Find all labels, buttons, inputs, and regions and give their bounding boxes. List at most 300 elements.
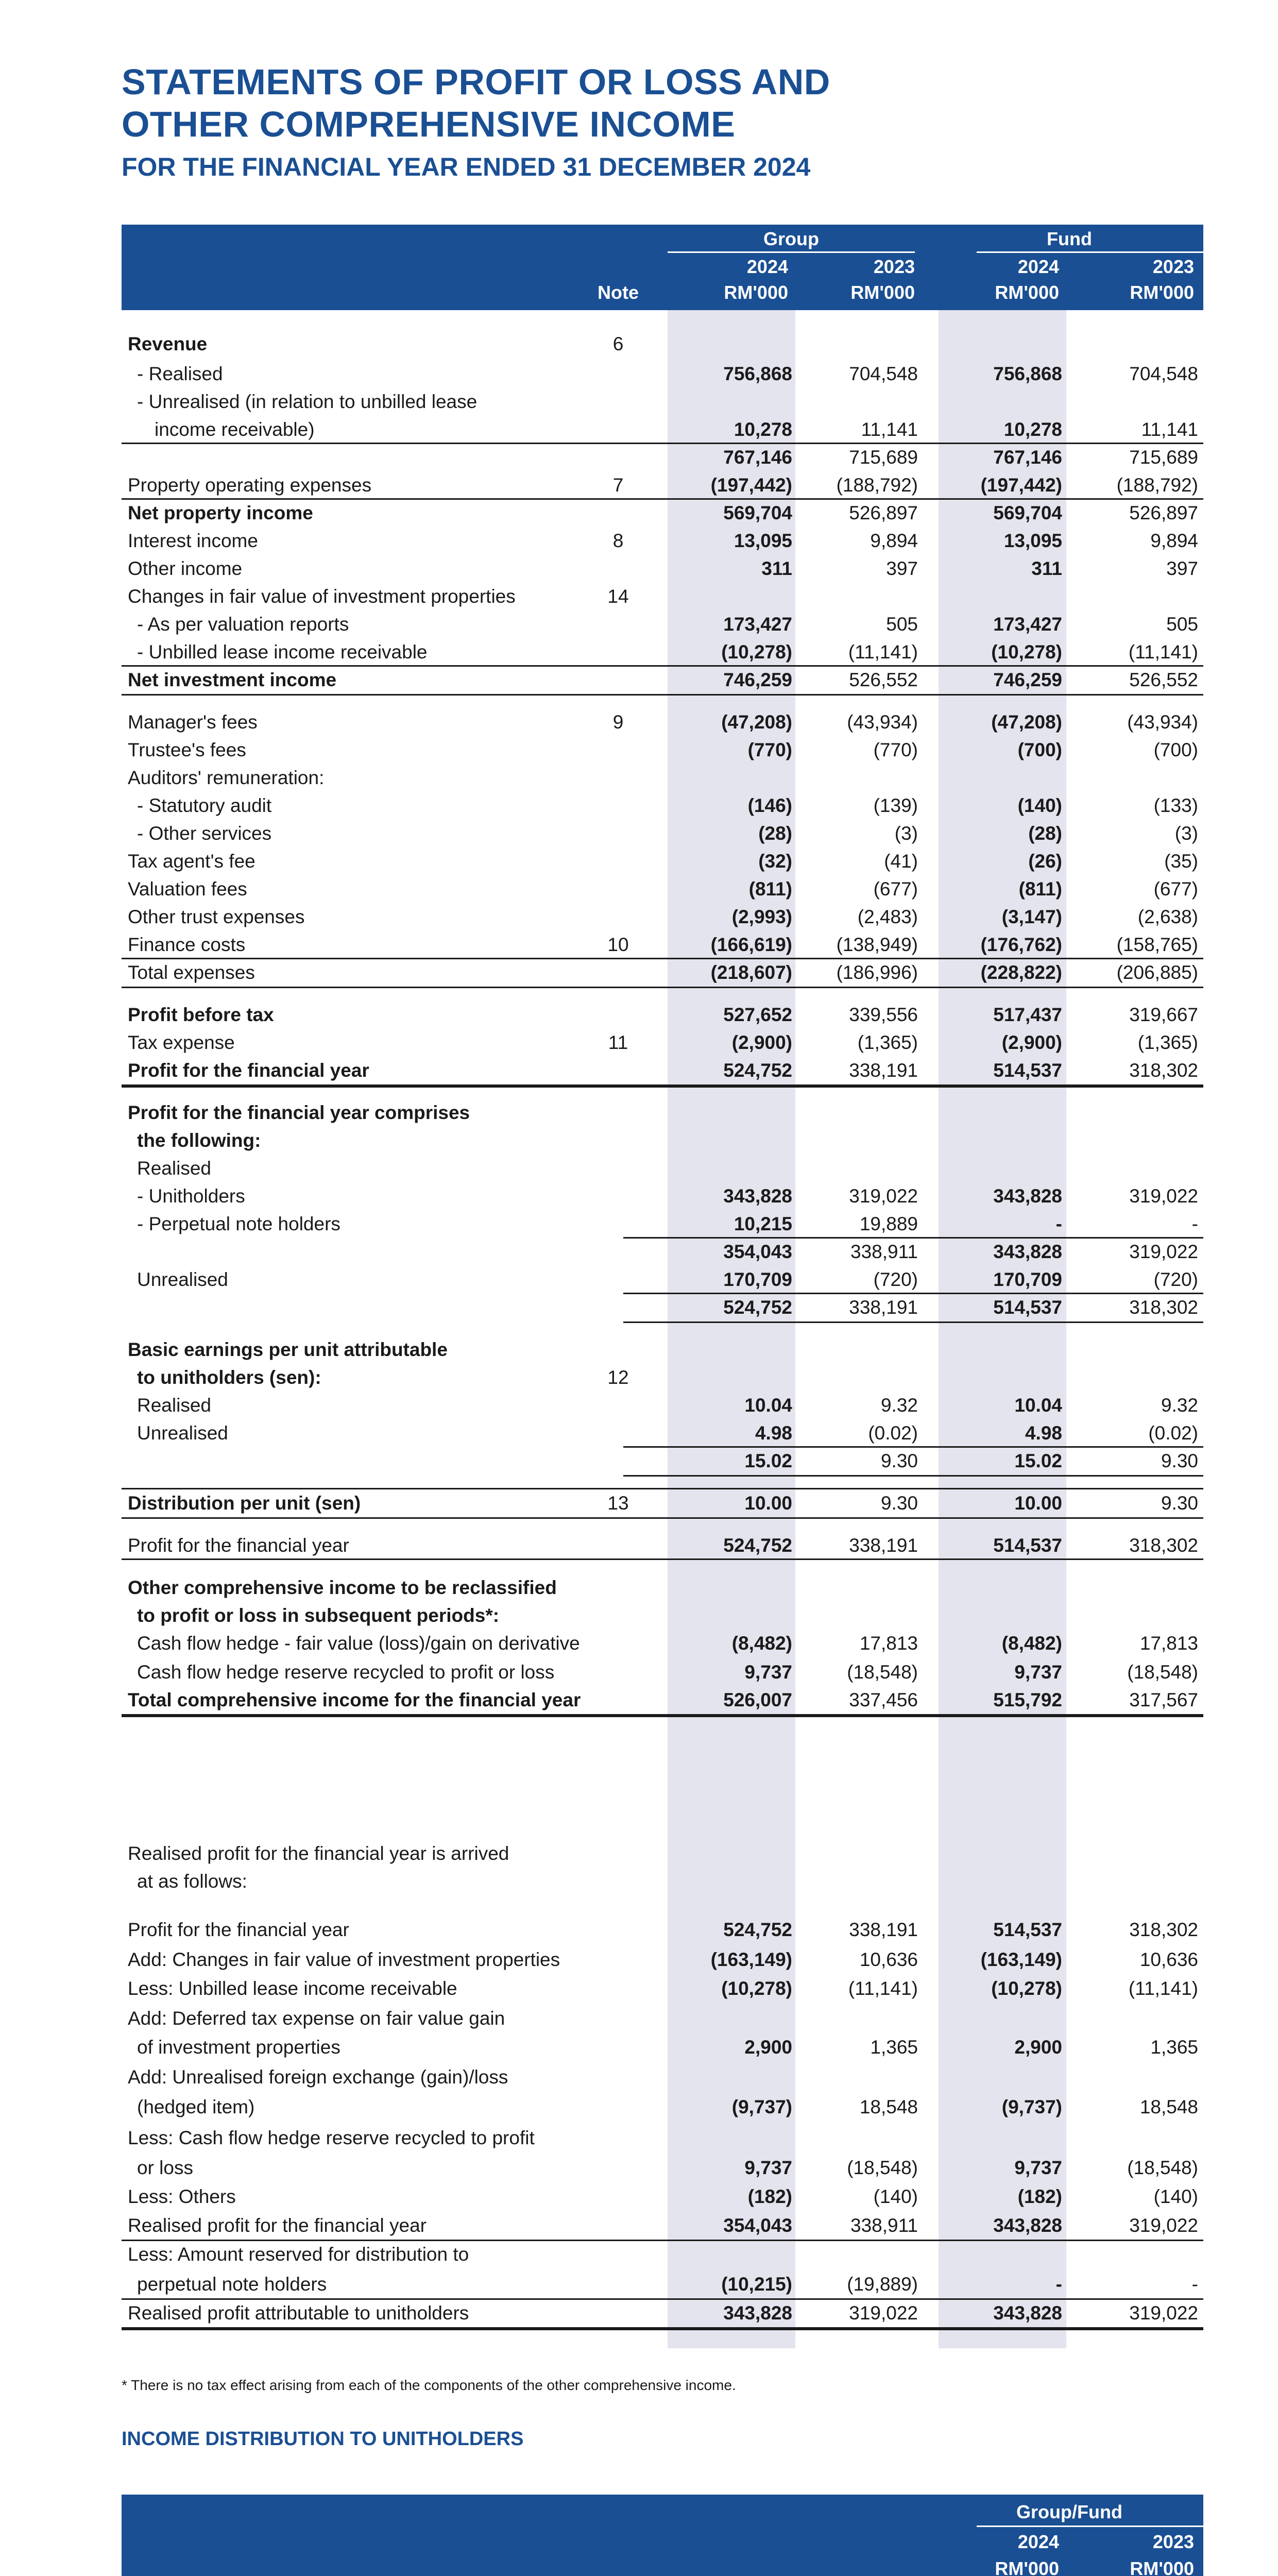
row-value: (8,482) [731, 1633, 792, 1654]
row-value: 10,278 [1003, 419, 1062, 440]
row-label: Finance costs [128, 934, 246, 955]
row-value: 9,737 [744, 1662, 792, 1683]
row-value: 343,828 [723, 2302, 792, 2324]
row-value: (11,141) [848, 641, 918, 663]
row-value: 514,537 [993, 1297, 1062, 1318]
row-value: 505 [1166, 614, 1198, 635]
rule-line [122, 2298, 1203, 2300]
row-value: 526,552 [1129, 669, 1198, 690]
rule-line [122, 958, 1203, 959]
row-value: 756,868 [993, 363, 1062, 384]
row-value: (2,483) [857, 906, 918, 927]
row-value: 514,537 [993, 1919, 1062, 1940]
row-value: (700) [1017, 739, 1062, 760]
table-row [0, 582, 1278, 611]
header-year-3: 2024 [1017, 256, 1059, 277]
row-value: (182) [1017, 2186, 1062, 2207]
row-label: the following: [137, 1130, 261, 1151]
row-label: Profit for the financial year [128, 1060, 369, 1081]
row-value: (140) [873, 2186, 918, 2207]
row-value: 13,095 [1003, 530, 1062, 551]
row-value: 17,813 [859, 1633, 918, 1654]
row-label: Interest income [128, 530, 258, 551]
row-value: (700) [1153, 739, 1198, 760]
statement-title [122, 61, 830, 145]
row-value: (218,607) [710, 962, 792, 983]
table-row [0, 1154, 1278, 1183]
row-value: (0.02) [868, 1422, 918, 1444]
row-value: (10,215) [721, 2274, 792, 2295]
row-label: - Statutory audit [137, 795, 272, 816]
table-row [0, 554, 1278, 583]
row-value: 338,191 [849, 1535, 918, 1556]
row-label: Add: Unrealised foreign exchange (gain)/loss [128, 2066, 508, 2088]
table-row [0, 443, 1278, 472]
rule-line [122, 498, 1203, 500]
row-value: 338,191 [849, 1919, 918, 1940]
header-year-1: 2024 [746, 256, 788, 277]
row-label: income receivable) [155, 419, 315, 440]
row-label: Less: Amount reserved for distribution to [128, 2244, 469, 2265]
row-value: (720) [873, 1269, 918, 1290]
row-label: Profit before tax [128, 1004, 274, 1025]
row-label: Profit for the financial year [128, 1535, 349, 1556]
row-value: 524,752 [723, 1535, 792, 1556]
row-value: 10.04 [1014, 1395, 1062, 1416]
table-row [0, 1974, 1278, 2003]
row-value: (28) [1028, 823, 1062, 844]
rule-line [623, 1446, 1203, 1448]
row-value: (133) [1153, 795, 1198, 816]
row-label: (hedged item) [137, 2096, 255, 2117]
table-row [0, 1182, 1278, 1211]
table-row [0, 1629, 1278, 1658]
table-row [0, 2033, 1278, 2062]
row-value: (176,762) [980, 934, 1062, 955]
table-header [122, 225, 1203, 310]
row-label: Realised [137, 1395, 211, 1416]
row-label: Net property income [128, 502, 313, 523]
row-value: 397 [1166, 558, 1198, 579]
row-value: (1,365) [1137, 1032, 1198, 1053]
row-value: 317,567 [1129, 1689, 1198, 1710]
row-value: (1,365) [857, 1032, 918, 1053]
row-value: 569,704 [993, 502, 1062, 523]
table-row [0, 2270, 1278, 2299]
row-value: 311 [761, 558, 792, 579]
row-label: of investment properties [137, 2037, 340, 2058]
header-group-underline [668, 251, 915, 253]
row-label: - Other services [137, 823, 272, 844]
rule-line [623, 1237, 1203, 1239]
row-value: (2,638) [1137, 906, 1198, 927]
row-value: (11,141) [1128, 1978, 1198, 1999]
distribution-header-unit-2: RM'000 [1130, 2558, 1194, 2576]
row-value: 9.30 [880, 1450, 918, 1471]
rule-line [122, 2329, 1203, 2330]
header-group: Group [763, 228, 819, 249]
row-value: (9,737) [1001, 2096, 1062, 2117]
row-value: 524,752 [723, 1060, 792, 1081]
row-value: 170,709 [993, 1269, 1062, 1290]
row-value: 9,737 [1014, 2157, 1062, 2178]
row-value: 319,022 [1129, 1241, 1198, 1262]
header-fund-underline [977, 251, 1203, 253]
row-value: 746,259 [993, 669, 1062, 690]
row-value: 343,828 [993, 2215, 1062, 2236]
row-value: (32) [758, 851, 792, 872]
row-label: at as follows: [137, 1871, 247, 1892]
row-value: (206,885) [1116, 962, 1198, 983]
row-value: (140) [1153, 2186, 1198, 2207]
table-row [0, 2240, 1278, 2269]
table-row [0, 1335, 1278, 1364]
table-row [0, 1028, 1278, 1057]
distribution-table-header [122, 2495, 1203, 2576]
rule-line [122, 443, 1203, 444]
row-value: 569,704 [723, 502, 792, 523]
row-value: 19,889 [859, 1213, 918, 1234]
row-value: 337,456 [849, 1689, 918, 1710]
row-note: 7 [612, 474, 624, 496]
row-value: (2,993) [731, 906, 792, 927]
row-label: Less: Others [128, 2186, 236, 2207]
row-value: 9,894 [870, 530, 918, 551]
statement-subtitle: FOR THE FINANCIAL YEAR ENDED 31 DECEMBER 2024 [122, 152, 811, 181]
row-value: (43,934) [847, 711, 918, 733]
row-value: (18,548) [1127, 2157, 1198, 2178]
table-row [0, 527, 1278, 555]
row-value: 10,636 [1139, 1949, 1198, 1970]
row-value: 524,752 [723, 1297, 792, 1318]
title-line-2: OTHER COMPREHENSIVE INCOME [122, 104, 736, 144]
row-value: 715,689 [849, 447, 918, 468]
income-distribution-title: INCOME DISTRIBUTION TO UNITHOLDERS [122, 2428, 524, 2450]
header-group-fund-underline [977, 2526, 1203, 2527]
table-row [0, 1056, 1278, 1085]
row-value: (3) [894, 823, 918, 844]
table-row [0, 1001, 1278, 1029]
row-label: - Perpetual note holders [137, 1213, 340, 1234]
row-value: 526,897 [849, 502, 918, 523]
row-value: 354,043 [723, 2215, 792, 2236]
table-row [0, 2182, 1278, 2211]
row-value: 9.30 [1161, 1450, 1198, 1471]
row-value: - [1191, 2274, 1198, 2295]
row-value: 1,365 [1150, 2037, 1198, 2058]
table-row [0, 736, 1278, 765]
header-year-2: 2023 [873, 256, 915, 277]
table-row [0, 1867, 1278, 1896]
row-value: 10.00 [1014, 1493, 1062, 1514]
row-value: 18,548 [859, 2096, 918, 2117]
row-value: 17,813 [1139, 1633, 1198, 1654]
row-note: 9 [612, 711, 624, 733]
row-value: (163,149) [980, 1949, 1062, 1970]
row-value: 2,900 [1014, 2037, 1062, 2058]
row-value: (166,619) [710, 934, 792, 955]
row-note: 14 [607, 586, 629, 607]
row-label: Unrealised [137, 1269, 228, 1290]
row-label: Profit for the financial year comprises [128, 1102, 470, 1123]
table-row [0, 791, 1278, 820]
row-value: 338,191 [849, 1297, 918, 1318]
row-note: 13 [607, 1493, 629, 1514]
row-value: (10,278) [991, 1978, 1062, 1999]
row-label: Cash flow hedge - fair value (loss)/gain on derivative [137, 1633, 580, 1654]
row-value: 9,737 [1014, 1662, 1062, 1683]
table-row [0, 1126, 1278, 1155]
table-row [0, 764, 1278, 792]
row-value: 318,302 [1129, 1297, 1198, 1318]
table-row [0, 610, 1278, 639]
rule-line [122, 1558, 1203, 1560]
row-label: Other comprehensive income to be reclassified [128, 1577, 557, 1598]
row-value: 318,302 [1129, 1060, 1198, 1081]
row-value: 756,868 [723, 363, 792, 384]
row-value: 9,737 [744, 2157, 792, 2178]
row-value: (811) [1018, 878, 1062, 900]
row-value: 338,191 [849, 1060, 918, 1081]
table-row [0, 903, 1278, 931]
row-label: Manager's fees [128, 711, 258, 733]
row-value: 397 [886, 558, 918, 579]
table-row [0, 2063, 1278, 2092]
row-value: 767,146 [993, 447, 1062, 468]
row-value: (2,900) [731, 1032, 792, 1053]
row-label: Distribution per unit (sen) [128, 1493, 361, 1514]
row-label: Cash flow hedge reserve recycled to profit or loss [137, 1662, 555, 1683]
table-row [0, 1210, 1278, 1239]
rule-line [623, 1293, 1203, 1294]
table-row [0, 1658, 1278, 1687]
row-label: - Realised [137, 363, 223, 384]
table-row [0, 1573, 1278, 1602]
table-row [0, 1293, 1278, 1322]
row-value: 354,043 [723, 1241, 792, 1262]
row-value: (770) [747, 739, 792, 760]
row-value: 517,437 [993, 1004, 1062, 1025]
row-value: 339,556 [849, 1004, 918, 1025]
title-line-1: STATEMENTS OF PROFIT OR LOSS AND [122, 62, 830, 102]
row-value: 4.98 [1025, 1422, 1062, 1444]
row-label: Tax agent's fee [128, 851, 255, 872]
row-value: (770) [873, 739, 918, 760]
row-label: Tax expense [128, 1032, 235, 1053]
row-label: Other income [128, 558, 243, 579]
row-value: (140) [1017, 795, 1062, 816]
table-row [0, 1391, 1278, 1420]
row-label: Auditors' remuneration: [128, 767, 325, 788]
row-label: Profit for the financial year [128, 1919, 349, 1940]
row-value: (138,949) [836, 934, 918, 955]
row-value: (3,147) [1001, 906, 1062, 927]
row-value: 173,427 [723, 614, 792, 635]
row-value: 338,911 [850, 1241, 918, 1262]
row-value: 338,911 [850, 2215, 918, 2236]
rule-line [623, 1475, 1203, 1477]
row-label: Realised profit attributable to unitholders [128, 2302, 469, 2324]
row-value: 704,548 [849, 363, 918, 384]
row-value: 746,259 [723, 669, 792, 690]
row-value: 526,007 [723, 1689, 792, 1710]
table-row [0, 387, 1278, 416]
row-value: (2,900) [1001, 1032, 1062, 1053]
row-value: - [1191, 1213, 1198, 1234]
row-value: (10,278) [721, 1978, 792, 1999]
row-value: - [1055, 1213, 1062, 1234]
rule-line [122, 987, 1203, 988]
row-label: Add: Changes in fair value of investment properties [128, 1949, 560, 1970]
table-row [0, 708, 1278, 737]
header-unit-4: RM'000 [1130, 282, 1194, 303]
row-label: or loss [137, 2157, 193, 2178]
table-row [0, 471, 1278, 500]
row-value: (43,934) [1127, 711, 1198, 733]
row-label: Changes in fair value of investment properties [128, 586, 516, 607]
row-value: 514,537 [993, 1060, 1062, 1081]
row-label: Property operating expenses [128, 474, 372, 496]
row-value: 767,146 [723, 447, 792, 468]
row-value: 343,828 [993, 2302, 1062, 2324]
rule-line [122, 1716, 1203, 1717]
table-row [0, 2211, 1278, 2240]
row-value: 515,792 [993, 1689, 1062, 1710]
row-value: 527,652 [723, 1004, 792, 1025]
header-unit-1: RM'000 [724, 282, 788, 303]
table-row [0, 2299, 1278, 2328]
row-value: (811) [748, 878, 792, 900]
distribution-header-unit-1: RM'000 [995, 2558, 1059, 2576]
table-row [0, 1489, 1278, 1518]
table-row [0, 1447, 1278, 1476]
row-value: 319,022 [849, 1185, 918, 1207]
row-label: - As per valuation reports [137, 614, 349, 635]
table-row [0, 1686, 1278, 1715]
row-value: 10.04 [744, 1395, 792, 1416]
row-value: (720) [1153, 1269, 1198, 1290]
row-value: 2,900 [744, 2037, 792, 2058]
row-label: Unrealised [137, 1422, 228, 1444]
row-label: - Unitholders [137, 1185, 245, 1207]
row-value: (47,208) [721, 711, 792, 733]
row-value: (47,208) [991, 711, 1062, 733]
table-row [0, 2004, 1278, 2033]
rule-line [122, 1086, 1203, 1088]
table-row [0, 1531, 1278, 1560]
row-value: 11,141 [1141, 419, 1198, 440]
rule-line [122, 694, 1203, 696]
row-value: 170,709 [723, 1269, 792, 1290]
row-value: 10,636 [859, 1949, 918, 1970]
row-value: (188,792) [1116, 474, 1198, 496]
row-note: 8 [612, 530, 624, 551]
row-value: 15.02 [744, 1450, 792, 1471]
row-value: 343,828 [723, 1185, 792, 1207]
row-label: Net investment income [128, 669, 337, 690]
row-value: (18,548) [847, 2157, 918, 2178]
row-label: Trustee's fees [128, 739, 246, 760]
row-note: 10 [607, 934, 629, 955]
table-row [0, 1419, 1278, 1448]
header-unit-3: RM'000 [995, 282, 1059, 303]
row-label: Less: Cash flow hedge reserve recycled to profit [128, 2127, 535, 2148]
row-value: 319,022 [1129, 2215, 1198, 2236]
row-value: 319,022 [849, 2302, 918, 2324]
row-value: 343,828 [993, 1241, 1062, 1262]
row-label: Total expenses [128, 962, 255, 983]
row-label: Realised profit for the financial year is arrived [128, 1843, 509, 1864]
row-value: (19,889) [847, 2274, 918, 2295]
row-value: 505 [886, 614, 918, 635]
table-row [0, 819, 1278, 848]
table-row [0, 1098, 1278, 1127]
table-row [0, 415, 1278, 444]
row-value: (158,765) [1116, 934, 1198, 955]
row-label: - Unrealised (in relation to unbilled lease [137, 391, 478, 412]
row-note: 11 [608, 1032, 628, 1053]
row-value: (197,442) [980, 474, 1062, 496]
row-value: 15.02 [1014, 1450, 1062, 1471]
distribution-header-year-1: 2024 [1017, 2531, 1059, 2552]
table-row [0, 847, 1278, 876]
row-value: 11,141 [861, 419, 918, 440]
row-value: 9.32 [880, 1395, 918, 1416]
row-value: 319,022 [1129, 2302, 1198, 2324]
row-value: (8,482) [1001, 1633, 1062, 1654]
row-value: (146) [747, 795, 792, 816]
row-value: 514,537 [993, 1535, 1062, 1556]
header-year-4: 2023 [1152, 256, 1194, 277]
row-value: 704,548 [1129, 363, 1198, 384]
row-note: 12 [607, 1367, 629, 1388]
row-value: (186,996) [836, 962, 918, 983]
row-label: Realised [137, 1158, 211, 1179]
row-value: 311 [1031, 558, 1062, 579]
row-value: (10,278) [721, 641, 792, 663]
row-value: (18,548) [1127, 1662, 1198, 1683]
row-value: 13,095 [734, 530, 792, 551]
rule-line [122, 665, 1203, 667]
row-value: 526,552 [849, 669, 918, 690]
table-row [0, 1839, 1278, 1868]
row-value: 524,752 [723, 1919, 792, 1940]
row-value: 319,667 [1129, 1004, 1198, 1025]
row-value: 343,828 [993, 1185, 1062, 1207]
distribution-header-year-2: 2023 [1152, 2531, 1194, 2552]
row-value: 10,278 [734, 419, 792, 440]
row-value: 9.32 [1161, 1395, 1198, 1416]
table-row [0, 2154, 1278, 2182]
row-label: to unitholders (sen): [137, 1367, 321, 1388]
footnote-tax: * There is no tax effect arising from each of the components of the other comprehensive income. [122, 2377, 736, 2393]
row-value: (163,149) [710, 1949, 792, 1970]
row-value: 173,427 [993, 614, 1062, 635]
row-value: 10.00 [744, 1493, 792, 1514]
row-value: (18,548) [847, 1662, 918, 1683]
table-row [0, 330, 1278, 359]
table-row [0, 2124, 1278, 2153]
table-row [0, 930, 1278, 959]
table-row [0, 2093, 1278, 2122]
header-fund: Fund [1047, 228, 1092, 249]
table-row [0, 360, 1278, 388]
row-value: (0.02) [1148, 1422, 1198, 1444]
table-row [0, 1945, 1278, 1974]
row-value: (11,141) [1128, 641, 1198, 663]
table-row [0, 499, 1278, 528]
row-value: (677) [873, 878, 918, 900]
